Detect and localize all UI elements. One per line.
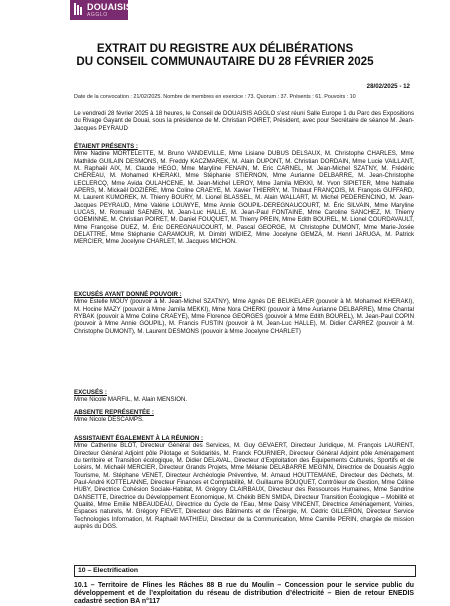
excuses-list: Mme Nicole MARFIL, M. Alain MENSION.: [74, 396, 188, 404]
agenda-item-title: 10.1 – Territoire de Flines les Râches 88 B rue du Moulin – Concession pour le service public du développement et de l’exploitation du réseau de distribution d’électricité – Bien de retour ENEDIS cadastré section BA n°117: [74, 582, 414, 605]
excuses-pouvoir-heading: EXCUSÉS AYANT DONNÉ POUVOIR :: [74, 291, 182, 298]
assistant-section: [74, 435, 414, 530]
absent-heading: ABSENTE REPRÉSENTÉE :: [74, 409, 154, 416]
logo-mark-icon: [74, 3, 84, 15]
convocation-info: Date de la convocation : 21/02/2025. Nombre de membres en exercice : 73. Quorum : 37. Présents : 61. Pouvoirs : 10: [74, 94, 356, 100]
assistant-list: Mme Catherine BLOT, Directeur Général des Services, M. Guy GEVAERT, Directeur Juridique, M. François LAURENT, Directeur Général Adjoint pôle Pilotage et Solidarités, M. Franck FOURNIER, Directeur Général Adjoint pôle Aménagement du territoire et Transition écologique, M. Didier DELAVAL, Directeur d’Exploitation des Équipements Culturels, Sportifs et de Loisirs, M. Michaël MERCIER, Directeur Grands Projets, Mme Mélanie DELABARRE MEGNIN, Directrice de Douaisis Agglo Tourisme, M. Stéphane VENET, Directeur Archéologie Préventive, M. Arnaud HOUTTEMANE, Directeur des Déchets, M. Paul-André KOTTELANNE, Directeur Finances et Comptabilité, M. Guillaume BOUQUET, Contrôleur de Gestion, Mme Céline HUBY, Directrice Cohésion Sociale-Habitat, M. Grégory CLAIRBAUX, Directeur des Ressources Humaines, Mme Sandrine DANSETTE, Directrice du Développement Economique, M. Chékib BEN SMIDA, Directeur Transition Écologique – Mobilité et Qualité, Mme Emilie NIBEAUDEAU, Directrice du Cycle de l’Eau, Mme Daisy VINCENT, Directrice Aménagement, Voiries, Espaces naturels, M. Grégory FIEVET, Directeur des Bâtiments et de l’Énergie, M. Cédric GILLERON, Directeur Service Technologies Information, M. Raphaël MATHIEU, Directeur de la Communication, Mme Camille PERIN, chargée de mission auprès du DGS.: [74, 442, 414, 531]
absent-section: [74, 409, 414, 424]
intro-text: Le vendredi 28 février 2025 à 18 heures, le Conseil de DOUAISIS AGGLO s’est réuni Salle Europe 1 du Parc des Expositions du Rivage Gayant de Douai, sous la présidence de M. Christian POIRET, Président, avec pour Secrétaire de séance M. Jean-Jacques PEYRAUD: [74, 110, 414, 132]
present-heading: ÉTAIENT PRÉSENTS :: [74, 143, 138, 150]
document-title-line2: DU CONSEIL COMMUNAUTAIRE DU 28 FÉVRIER 2025: [76, 55, 374, 68]
section-header-box: [74, 565, 416, 577]
document-title-line1: EXTRAIT DU REGISTRE AUX DÉLIBÉRATIONS: [96, 42, 354, 55]
excuses-pouvoir-list: Mme Estelle MOUY (pouvoir à M. Jean-Michel SZATNY), Mme Agnès DE BEUKELAER (pouvoir à M. Mohamed KHERAKI), M. Hocine MAZY (pouvoir à Mme Jamila MEKKI), Mme Nora CHERKI (pouvoir à Mme Aurianne DELBARRE), Mme Chantal RYBAK (pouvoir à Mme Coline CRAEYE), Mme Florence GEORGES (pouvoir à Mme Edith BOUREL), M. Jean-Paul COPIN (pouvoir à Mme Annie GOUPIL), M. Francis FUSTIN (pouvoir à M. Jean-Luc HALLE), M. Didier CARREZ (pouvoir à M. Christophe DUMONT), M. Laurent DESMONS (pouvoir à Mme Jocelyne CHARLET): [74, 298, 414, 335]
present-list: Mme Nadine MORTELETTE, M. Bruno VANDEVILLE, Mme Lisiane DUBUS DELSAUX, M. Christophe CHARLES, Mme Mathilde GUILAIN DESMONS, M. Freddy KACZMAREK, M. Alain DUPONT, M. Christian DORDAIN, Mme Lucie VAILLANT, M. Raphaël AIX, M. Claude HEGO, Mme Maryline FENAIN, M. Eric CARNEL, M. Jean-Michel SZATNY, M. Frédéric CHÉREAU, M. Mohamed KHERAKI, Mme Stéphanie STIERNON, Mme Aurianne DELBARRE, M. Jean-Christophe LECLERCQ, Mme Avida OULAHCENE, M. Jean-Michel LEROY, Mme Jamila MEKKI, M. Yvon SIPIETER, Mme Nathalie APERS, M. Mickaël DOZIÈRE, Mme Coline CRAEYE, M. Xavier THIERRY, M. Thibaut FRANÇOIS, M. François GUFFARD, M. Laurent KUMOREK, M. Thierry BOURY, M. Lionel BLASSEL, M. Alain WALLART, M. Michel PEDERENCINO, M. Jean-Jacques PEYRAUD, Mme Valérie LOUWYE, Mme Annie GOUPIL-DEREGNAUCOURT, M. Éric SILVAIN, Mme Maryline LUCAS, M. Romuald SAENEN, M. Jean-Luc HALLE, M. Jean-Paul FONTAINE, Mme Caroline SANCHEZ, M. Thierry GOEMINNE, M. Christian POIRET, M. Daniel FOUQUET, M. Thierry PREIN, Mme Edith BOUREL, M. Lionel COURDAVAULT, Mme Françoise DUEZ, M. Éric DEREGNAUCOURT, M. Pascal GEORGE, M. Christophe DUMONT, Mme Marie-Josée DELATTRE, Mme Stéphanie CARAMOUR, M. Dimitri WIDIEZ, Mme Jocelyne GEMZA, M. Henri JARUGA, M. Patrick MERCIER, Mme Jocelyne CHARLET, M. Jacques MICHON.: [74, 150, 414, 246]
intro-paragraph: [74, 110, 414, 132]
logo-name: DOUAISIS: [87, 2, 133, 12]
excuses-section: [74, 389, 414, 404]
deliberation-reference: 28/02/2025 - 12: [366, 83, 410, 90]
excuses-pouvoir-section: [74, 291, 414, 335]
excuses-heading: EXCUSÉS :: [74, 389, 107, 396]
section-title: 10 – Electrification: [78, 567, 139, 574]
present-section: [74, 143, 414, 246]
absent-list: Mme Nicole DESCAMPS.: [74, 416, 144, 424]
assistant-heading: ASSISTAIENT ÉGALEMENT À LA RÉUNION :: [74, 435, 203, 442]
douaisis-agglo-logo: [70, 0, 133, 20]
logo-sub: AGGLO: [87, 12, 108, 18]
